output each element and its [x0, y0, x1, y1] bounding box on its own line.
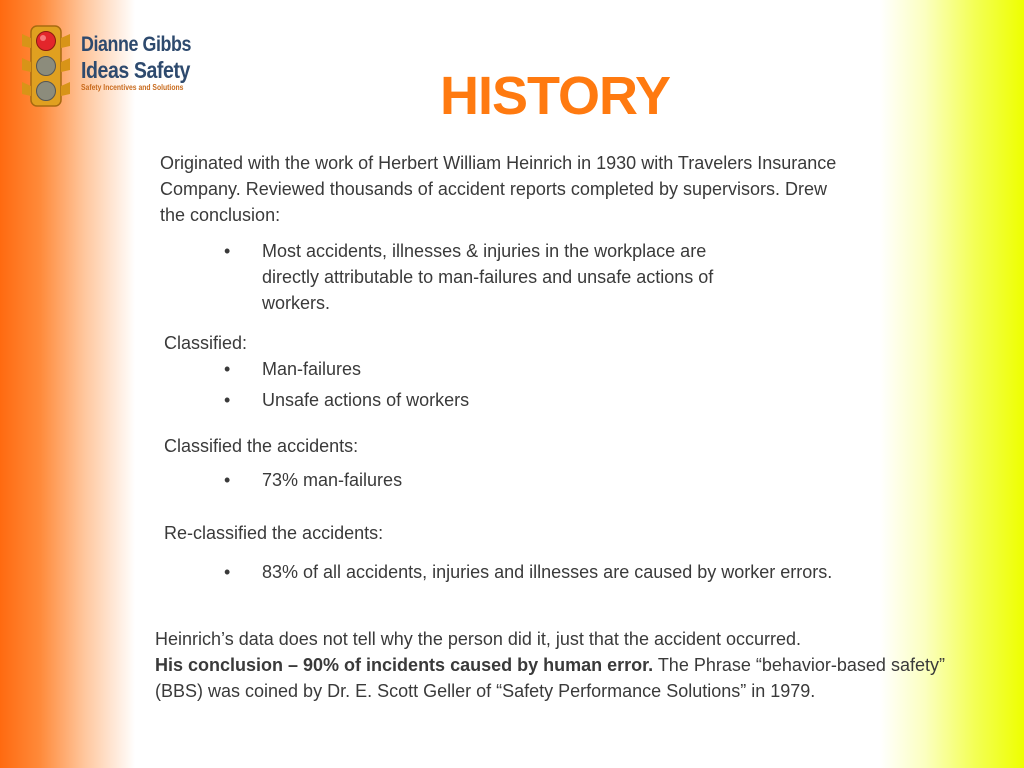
classified-item-unsafe-actions: Unsafe actions of workers	[262, 390, 470, 410]
classified-accidents-heading: Classified the accidents:	[164, 436, 359, 456]
bullet-icon: •	[224, 562, 231, 582]
classified-heading: Classified:	[164, 333, 248, 353]
logo-tagline: Safety Incentives and Solutions	[81, 83, 184, 92]
closing-bold-conclusion: His conclusion – 90% of incidents caused by human error.	[155, 655, 654, 675]
reclassified-heading: Re-classified the accidents:	[164, 523, 384, 543]
traffic-light-icon	[20, 24, 72, 108]
logo-name-line2: Ideas Safety	[81, 57, 191, 83]
conclusion-text: Most accidents, illnesses & injuries in the workplace are directly attributable to man-failures and unsafe actions of workers.	[262, 241, 714, 313]
bullet-icon: •	[224, 390, 231, 410]
classified-accidents-item: 73% man-failures	[262, 470, 403, 490]
bullet-icon: •	[224, 241, 231, 261]
closing-paragraph	[155, 626, 945, 704]
classified-item-man-failures: Man-failures	[262, 359, 362, 379]
bullet-icon: •	[224, 359, 231, 379]
closing-rest: The Phrase “behavior-based safety” (BBS) was coined by Dr. E. Scott Geller of “Safety Performance Solutions” in 1979.	[155, 655, 945, 701]
logo-name-line1: Dianne Gibbs	[81, 33, 191, 56]
closing-line1: Heinrich’s data does not tell why the person did it, just that the accident occurred.	[155, 629, 802, 649]
intro-paragraph: Originated with the work of Herbert William Heinrich in 1930 with Travelers Insurance Company. Reviewed thousands of accident reports completed by supervisors. Drew the conclusion:	[160, 153, 837, 225]
slide-title: HISTORY	[440, 66, 671, 126]
bullet-icon: •	[224, 470, 231, 490]
logo	[20, 24, 220, 108]
reclassified-item: 83% of all accidents, injuries and illnesses are caused by worker errors.	[262, 562, 833, 582]
